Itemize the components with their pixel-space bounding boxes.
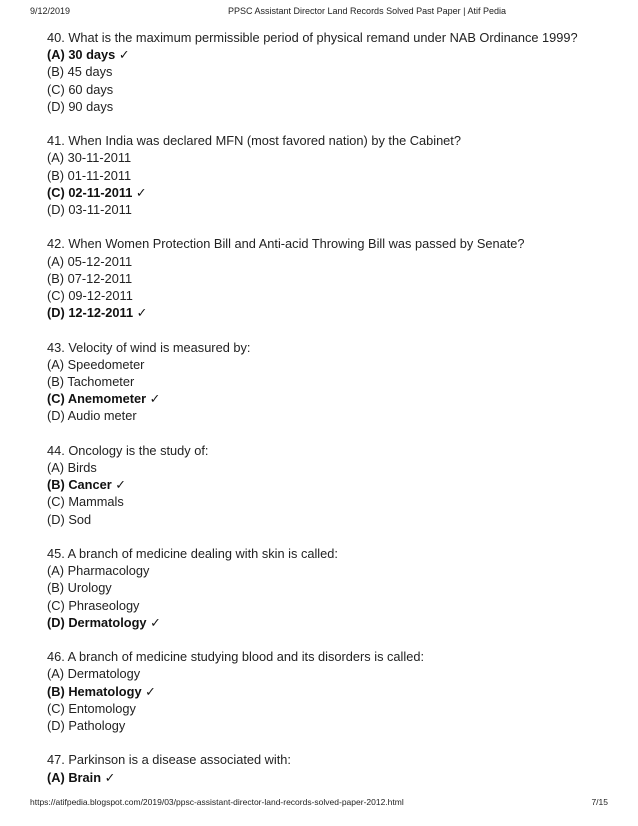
correct-answer-option: (C) 02-11-2011 ✓ bbox=[47, 184, 147, 200]
answer-option: (A) Speedometer bbox=[47, 356, 145, 372]
question-text: 44. Oncology is the study of: bbox=[47, 442, 209, 458]
question-block bbox=[47, 442, 617, 528]
answer-option: (B) 01-11-2011 bbox=[47, 167, 132, 183]
page-url[interactable]: https://atifpedia.blogspot.com/2019/03/ppsc-assistant-director-land-records-solved-paper-2012.html bbox=[30, 797, 404, 807]
answer-option: (B) 07-12-2011 bbox=[47, 270, 133, 286]
question-block bbox=[47, 29, 617, 115]
answer-option: (A) 30-11-2011 bbox=[47, 150, 132, 166]
answer-option: (D) Audio meter bbox=[47, 408, 137, 424]
correct-answer-option: (B) Cancer ✓ bbox=[47, 477, 126, 493]
question-text: 45. A branch of medicine dealing with skin is called: bbox=[47, 546, 338, 562]
correct-answer-option: (A) 30 days ✓ bbox=[47, 47, 130, 63]
answer-option: (D) 90 days bbox=[47, 98, 114, 114]
answer-option: (C) 60 days bbox=[47, 81, 114, 97]
correct-answer-option: (C) Anemometer ✓ bbox=[47, 391, 161, 407]
question-text: 40. What is the maximum permissible period of physical remand under NAB Ordinance 1999? bbox=[47, 30, 578, 45]
question-text: 46. A branch of medicine studying blood and its disorders is called: bbox=[47, 649, 425, 665]
answer-option: (A) Dermatology bbox=[47, 666, 141, 682]
question-text: 43. Velocity of wind is measured by: bbox=[47, 339, 251, 355]
page-number: 7/15 bbox=[591, 797, 608, 807]
answer-option: (A) Pharmacology bbox=[47, 563, 150, 579]
question-text: 42. When Women Protection Bill and Anti-acid Throwing Bill was passed by Senate? bbox=[47, 236, 525, 252]
print-date: 9/12/2019 bbox=[30, 6, 71, 16]
question-block bbox=[47, 751, 617, 785]
question-block bbox=[47, 235, 617, 321]
correct-answer-option: (D) Dermatology ✓ bbox=[47, 614, 161, 630]
answer-option: (B) Tachometer bbox=[47, 374, 135, 390]
answer-option: (C) 09-12-2011 bbox=[47, 288, 133, 304]
answer-option: (C) Mammals bbox=[47, 494, 124, 510]
question-text: 47. Parkinson is a disease associated with: bbox=[47, 752, 291, 768]
answer-option: (B) 45 days bbox=[47, 64, 113, 80]
correct-answer-option: (A) Brain ✓ bbox=[47, 769, 116, 785]
print-header bbox=[0, 6, 638, 22]
answer-option: (C) Phraseology bbox=[47, 597, 140, 613]
question-text: 41. When India was declared MFN (most favored nation) by the Cabinet? bbox=[47, 133, 461, 149]
answer-option: (D) 03-11-2011 bbox=[47, 202, 132, 218]
answer-option: (A) Birds bbox=[47, 460, 97, 476]
answer-option: (D) Pathology bbox=[47, 718, 126, 734]
print-footer bbox=[0, 797, 638, 811]
question-block bbox=[47, 648, 617, 734]
question-block bbox=[47, 339, 617, 425]
question-block bbox=[47, 545, 617, 631]
page-title: PPSC Assistant Director Land Records Solved Past Paper | Atif Pedia bbox=[228, 6, 506, 16]
correct-answer-option: (D) 12-12-2011 ✓ bbox=[47, 305, 148, 321]
correct-answer-option: (B) Hematology ✓ bbox=[47, 683, 156, 699]
question-list bbox=[47, 29, 617, 803]
answer-option: (A) 05-12-2011 bbox=[47, 253, 133, 269]
question-block bbox=[47, 132, 617, 218]
answer-option: (C) Entomology bbox=[47, 700, 136, 716]
answer-option: (D) Sod bbox=[47, 511, 92, 527]
answer-option: (B) Urology bbox=[47, 580, 112, 596]
